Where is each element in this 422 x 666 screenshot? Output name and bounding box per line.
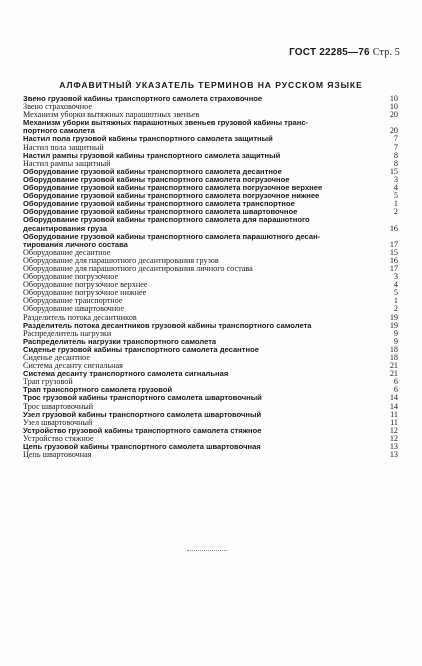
term-number: 19 — [389, 312, 398, 322]
term-text: десантирования груза — [23, 223, 108, 233]
term-text: Оборудование десантное — [23, 247, 111, 257]
term-text: Цепь грузовой кабины транспортного самолета швартовочная — [23, 442, 261, 452]
term-number: 2 — [393, 304, 398, 314]
term-number: 10 — [389, 102, 398, 112]
term-number: 15 — [389, 166, 398, 176]
term-number: 7 — [393, 134, 398, 144]
term-number: 16 — [389, 255, 398, 265]
term-text: портного самолета — [23, 126, 95, 136]
term-text: Оборудование погрузочное — [23, 272, 119, 282]
term-number: 6 — [393, 377, 398, 387]
term-number: 9 — [393, 328, 398, 338]
index-title: АЛФАВИТНЫЙ УКАЗАТЕЛЬ ТЕРМИНОВ НА РУССКОМ ЯЗЫКЕ — [59, 80, 363, 90]
term-text: Распределитель нагрузки — [23, 328, 112, 338]
term-text: Узел грузовой кабины транспортного самолета швартовочный — [23, 409, 262, 419]
term-number: 1 — [393, 199, 398, 209]
term-number: 7 — [393, 142, 398, 152]
term-number: 17 — [389, 263, 398, 273]
term-number: 11 — [390, 417, 398, 427]
term-text: Трап транспортного самолета грузовой — [23, 385, 173, 395]
term-number: 5 — [393, 191, 398, 201]
page-header — [289, 47, 400, 58]
term-text: Оборудование погрузочное нижнее — [23, 288, 147, 298]
term-text: Оборудование для парашютного десантирования личного состава — [23, 263, 253, 273]
term-text: Сиденье грузовой кабины транспортного самолета десантное — [23, 344, 259, 354]
term-text: Оборудование грузовой кабины транспортного самолета десантное — [23, 166, 282, 176]
term-text: Система десанту сигнальная — [23, 361, 123, 371]
term-number: 11 — [390, 409, 398, 419]
term-number: 3 — [393, 272, 398, 282]
term-text: Трап грузовой — [23, 377, 73, 387]
term-text: Сиденье десантное — [23, 353, 90, 362]
term-text: тирования личного состава — [23, 239, 128, 249]
term-text: Устройство стяжное — [23, 433, 94, 443]
standard-number: ГОСТ 22285—76 — [289, 47, 370, 58]
term-number: 8 — [393, 158, 398, 168]
term-number: 2 — [393, 207, 398, 217]
term-number: 15 — [389, 247, 398, 257]
term-number: 6 — [393, 385, 398, 395]
term-index-list — [23, 95, 398, 459]
term-text: Оборудование грузовой кабины транспортного самолета транспортное — [23, 199, 295, 209]
term-text: Механизм уборки вытяжных парашютных звеньев грузовой кабины транс- — [23, 118, 309, 128]
term-number: 3 — [393, 174, 398, 184]
term-text: Узел швартовочный — [23, 417, 93, 427]
term-text: Трос швартовочный — [23, 401, 94, 411]
term-text: Трос грузовой кабины транспортного самолета швартовочный — [23, 393, 262, 403]
term-number: 17 — [389, 239, 398, 249]
term-text: Оборудование грузовой кабины транспортного самолета парашютного десан- — [23, 231, 321, 241]
term-text: Оборудование погрузочное верхнее — [23, 280, 148, 290]
term-text: Разделитель потока десантников — [23, 312, 137, 322]
term-number: 10 — [389, 94, 398, 103]
term-text: Оборудование грузовой кабины транспортного самолета погрузочное верхнее — [23, 183, 323, 193]
term-text: Оборудование швартовочное — [23, 304, 125, 314]
term-number: 16 — [389, 223, 398, 233]
term-text: Оборудование транспортное — [23, 296, 123, 306]
term-number: 12 — [389, 433, 398, 443]
term-text: Цепь швартовочная — [23, 450, 92, 460]
term-text: Оборудование грузовой кабины транспортного самолета швартовочное — [23, 207, 298, 217]
term-text: Распределитель нагрузки транспортного самолета — [23, 336, 217, 346]
term-number: 21 — [389, 369, 398, 379]
term-number: 14 — [389, 393, 398, 403]
term-text: Система десанту транспортного самолета сигнальная — [23, 369, 229, 379]
footer-mark — [187, 550, 227, 554]
term-text: Звено страховочное — [23, 102, 93, 112]
term-number: 18 — [389, 344, 398, 354]
term-number: 13 — [389, 450, 398, 460]
term-number: 4 — [393, 183, 398, 193]
term-number: 12 — [389, 425, 398, 435]
term-number: 21 — [389, 361, 398, 371]
page-number: Стр. 5 — [372, 47, 400, 58]
term-text: Оборудование грузовой кабины транспортного самолета для парашютного — [23, 215, 310, 225]
term-number: 5 — [393, 288, 398, 298]
term-text: Оборудование грузовой кабины транспортного самолета погрузочное — [23, 174, 290, 184]
term-text: Разделитель потока десантников грузовой кабины транспортного самолета — [23, 320, 312, 330]
term-number: 4 — [393, 280, 398, 290]
term-number: 13 — [389, 442, 398, 452]
term-number: 18 — [389, 353, 398, 362]
term-number: 14 — [389, 401, 398, 411]
index-entry — [23, 370, 398, 378]
term-number: 20 — [389, 126, 398, 136]
term-number: 20 — [389, 110, 398, 120]
index-entry — [23, 451, 398, 459]
term-text: Настил рампы защитный — [23, 158, 111, 168]
term-number: 1 — [393, 296, 398, 306]
term-number: 8 — [393, 150, 398, 160]
term-text: Устройство грузовой кабины транспортного самолета стяжное — [23, 425, 262, 435]
term-text: Механизм уборки вытяжных парашютных звеньев — [23, 110, 200, 120]
term-text: Оборудование для парашютного десантирования грузов — [23, 255, 219, 265]
term-text: Настил рампы грузовой кабины транспортного самолета защитный — [23, 150, 281, 160]
term-text: Звено грузовой кабины транспортного самолета страховочное — [23, 94, 263, 103]
term-text: Оборудование грузовой кабины транспортного самолета погрузочное нижнее — [23, 191, 320, 201]
term-number: 19 — [389, 320, 398, 330]
term-text: Настил пола грузовой кабины транспортного самолета защитный — [23, 134, 273, 144]
term-number: 9 — [393, 336, 398, 346]
term-text: Настил пола защитный — [23, 142, 104, 152]
